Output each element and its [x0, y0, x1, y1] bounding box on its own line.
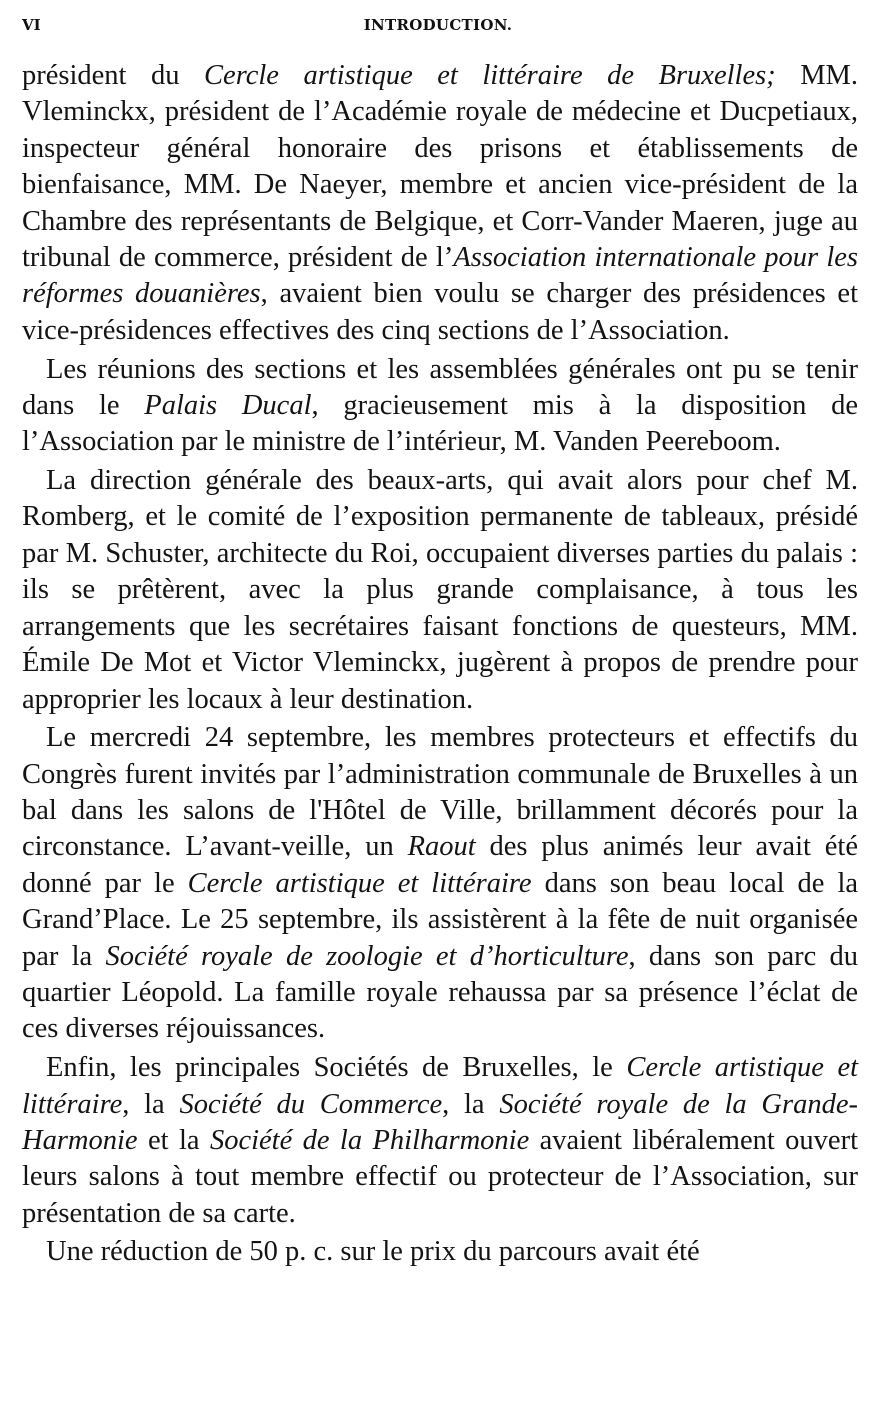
page-header [22, 10, 854, 40]
text-run: président du [22, 60, 205, 91]
text-run: Une réduction de 50 p. c. sur le prix du parcours avait été [46, 1236, 700, 1268]
text-run: , la [122, 1088, 180, 1120]
paragraph [22, 1234, 858, 1270]
italic-run: Cercle artistique et littéraire de Bruxelles; [204, 60, 776, 91]
running-title: INTRODUCTION. [363, 16, 513, 34]
paragraph [22, 463, 858, 718]
text-run: MM. Vleminckx, président de l’Académie royale de médecine et Ducpetiaux, inspecteur général honoraire des prisons et établissements de bienfaisance, MM. De Naeyer, membre et ancien vice-président de la Chambre des représentants de Belgique, et Corr-Vander Maeren, juge au tribunal de commerce, président de l’ [22, 60, 859, 274]
paragraph [22, 1050, 858, 1232]
italic-run: Cercle artistique et littéraire [187, 867, 532, 899]
text-run: , gracieusement mis à la disposition de l’Association par le ministre de l’intérieur, M. Vanden Peereboom. [22, 389, 858, 458]
text-run: Les réunions des sections et les assemblées générales ont pu se tenir dans le [22, 353, 858, 421]
paragraph [22, 720, 858, 1048]
italic-run: Société du Commerce [179, 1088, 443, 1120]
italic-run: Société royale de zoologie et d’horticulture [105, 940, 629, 972]
paragraph [22, 352, 858, 461]
text-run: et la [137, 1124, 210, 1156]
text-run: , dans son parc du quartier Léopold. La famille royale rehaussa par sa présence l’éclat de ces diverses réjouissances. [22, 940, 858, 1045]
body-text [22, 58, 858, 1273]
text-run: des plus animés leur avait été donné par le [22, 831, 859, 899]
text-run: Le mercredi 24 septembre, les membres protecteurs et effectifs du Congrès furent invités par l’administration communale de Bruxelles à un bal dans les salons de l'Hôtel de Ville, brillamment décorés pour la circonstance. L’avant-veille, un [22, 722, 858, 863]
text-run: Enfin, les principales Sociétés de Bruxelles, le [46, 1052, 627, 1084]
text-run: avaient libéralement ouvert leurs salons à tout membre effectif ou protecteur de l’Association, sur présentation de sa carte. [22, 1124, 858, 1229]
italic-run: Société de la Philharmonie [209, 1124, 530, 1156]
text-run: dans son beau local de la Grand’Place. Le 25 septembre, ils assistèrent à la fête de nuit organisée par la [22, 867, 859, 972]
italic-run: Association internationale pour les réformes douanières [22, 242, 858, 310]
italic-run: Société royale de la Grande-Harmonie [22, 1088, 858, 1156]
italic-run: Cercle artistique et littéraire [22, 1052, 859, 1120]
text-run: , la [442, 1088, 500, 1120]
italic-run: Palais Ducal [144, 389, 312, 421]
text-run: La direction générale des beaux-arts, qui avait alors pour chef M. Romberg, et le comité de l’exposition permanente de tableaux, présidé par M. Schuster, architecte du Roi, occupaient diverses parties du palais : ils se prêtèrent, avec la plus grande complaisance, à tous les arrangements que les secrétaires faisant fonctions de questeurs, MM. Émile De Mot et Victor Vleminckx, jugèrent à propos de prendre pour approprier les locaux à leur destination. [22, 465, 858, 715]
page-number: VI [22, 16, 41, 34]
paragraph [22, 58, 858, 349]
text-run: , avaient bien voulu se charger des présidences et vice-présidences effectives des cinq sections de l’Association. [22, 278, 858, 346]
italic-run: Raout [407, 831, 476, 863]
